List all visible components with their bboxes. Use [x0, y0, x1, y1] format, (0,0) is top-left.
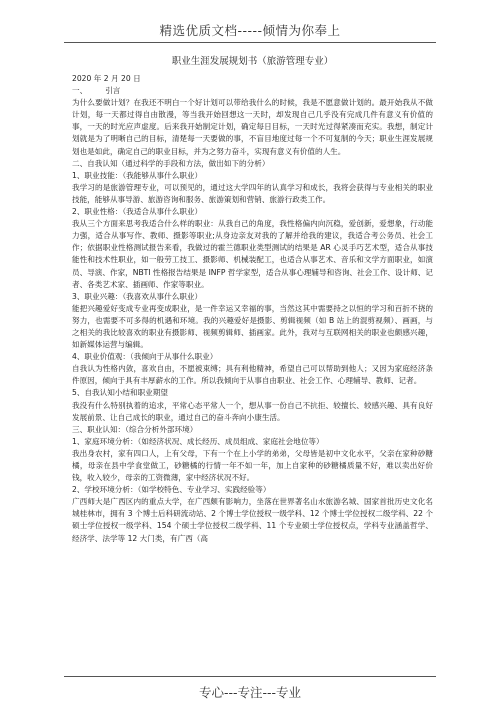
subsection-2-4-heading: 4、职业价值观：（我倾向于从事什么职业） [72, 352, 218, 362]
section-1-heading [72, 85, 433, 97]
paragraph-3-1: 我出身农村，家有四口人，上有父母，下有一个在上小学的弟弟，父母皆是初中文化水平，父亲在家种砂糖橘，母亲在县中学食堂做工，砂糖橘的行情一年不如一年，加上自家种的砂糖橘质量不好，难以卖出好价钱，收入较少，母亲的工资微薄，家中经济状况不好。 [72, 448, 433, 483]
paragraph-3-2: 广西师大是广西区内的重点大学，在广西颇有影响力，坐落在世界著名山水旅游名城、国家首批历史文化名城桂林市，拥有 3 个博士后科研流动站、2 个博士学位授权一级学科、12 个博士学位授权二级学科、22 个硕士学位授权一级学科、154 个硕士学位授权二级学科、11 个专业硕士学位授权点，学科专业涵盖哲学、经济学、法学等 12 大门类，有广西（高 [72, 497, 433, 543]
document-title: 职业生涯发展规划书（旅游管理专业） [171, 56, 334, 67]
subsection-3-1-heading: 1、家庭环境分析：（如经济状况、成长经历、成员组成、家庭社会地位等） [72, 436, 324, 446]
subsection-2-2-heading: 2、职业性格：（我适合从事什么职业） [72, 207, 203, 217]
subsection-2-1-heading: 1、职业技能：（我能够从事什么职业） [72, 170, 203, 180]
section-3-heading: 三、职业认知：（综合分析外部环境） [72, 424, 198, 434]
header-divider [64, 42, 436, 43]
paragraph-2-5: 我没有什么特别执着的追求，平常心态平常人一个，想从事一份自己不抗拒、较擅长、较感兴趣、具有良好发展前景、让自己成长的职业，通过自己的奋斗奔向小康生活。 [72, 400, 433, 422]
paragraph-2-2: 我从三个方面来思考我适合什么样的职业：从我自己的角度，我性格偏内向沉稳，爱创新，爱想象，行动能力强，适合从事写作、教师、摄影等职业;从身边亲友对我的了解并给我的建议，我适合考公务员、社会工作；依据职业性格测试报告来看，我做过的霍兰德职业类型测试的结果是 AR 心灵手巧艺术型，适合从事技能性和技术性职业，如一般劳工技工、摄影师、机械装配工，也适合从事艺术、音乐和文学方面职业，如演员、导演、作家，NBTI 性格报告结果是 INFP 哲学家型，适合从事心理辅导和咨询、社会工作、设计师、记者、各类艺术家、插画师、作家等职业。 [72, 219, 433, 289]
subsection-2-5-heading: 5、自我认知小结和职业期望 [72, 388, 168, 398]
footer-divider [64, 676, 436, 677]
section-1-title: 引言 [105, 86, 121, 96]
document-date: 2020 年 2 月 20 日 [72, 74, 141, 83]
paragraph-2-1: 我学习的是旅游管理专业，可以预见的，通过这大学四年的认真学习和成长，我将会获得与专业相关的职业技能，能够从事导游、旅游咨询和服务、旅游策划和营销、旅游行政类工作。 [72, 182, 433, 204]
document-body [72, 55, 433, 545]
paragraph-2-3: 能把兴趣爱好变成专业再变成职业，是一件幸运又幸福的事，当然这其中需要持之以恒的学习和百折不挠的努力，也需要不可多得的机遇和环境。我的兴趣爱好是摄影、剪辑视频（如 B 站上的混剪视频）、画画，与之相关的我比较喜欢的职业有摄影师、视频剪辑师、插画家。此外，我对与互联网相关的职业也颇感兴趣，如新媒体运营与编辑。 [72, 303, 433, 350]
header-banner: 精选优质文档-----倾情为你奉上 [159, 23, 341, 38]
subsection-2-3-heading: 3、职业兴趣：（我喜欢从事什么职业） [72, 291, 203, 301]
footer-text: 专心---专注---专业 [198, 685, 302, 700]
section-2-heading: 二、自我认知（通过科学的手段和方法，做出如下的分析） [72, 158, 270, 168]
section-1-number: 一、 [72, 86, 88, 96]
paragraph-2-4: 自我认为性格内敛，喜欢自由，不愿被束缚；具有利他精神，希望自己可以帮助到他人；又因为家庭经济条件原因，倾向于具有丰厚薪水的工作。所以我倾向于从事自由职业、社会工作、心理辅导、教师、记者。 [72, 364, 433, 386]
subsection-3-2-heading: 2、学校环境分析：（如学校特色、专业学习、实践经验等） [72, 485, 271, 495]
paragraph-intro: 为什么要做计划？在我还不明白一个好计划可以带给我什么的时候，我是不愿意做计划的。最开始我从不做计划，每一天都过得自由散漫，等当我开始回想这一天时，却发现自己几乎没有完成几件有意义有价值的事，一天的时光应声虚度。后来我开始制定计划，确定每日目标，一天时光过得紧凑而充实。我想，制定计划就是为了明晰自己的目标，清楚每一天要做的事，不盲目地度过每一个不可复制的今天；职业生涯发展规划也是如此，确定自己的职业目标，并为之努力奋斗，实现有意义有价值的人生。 [72, 98, 433, 156]
